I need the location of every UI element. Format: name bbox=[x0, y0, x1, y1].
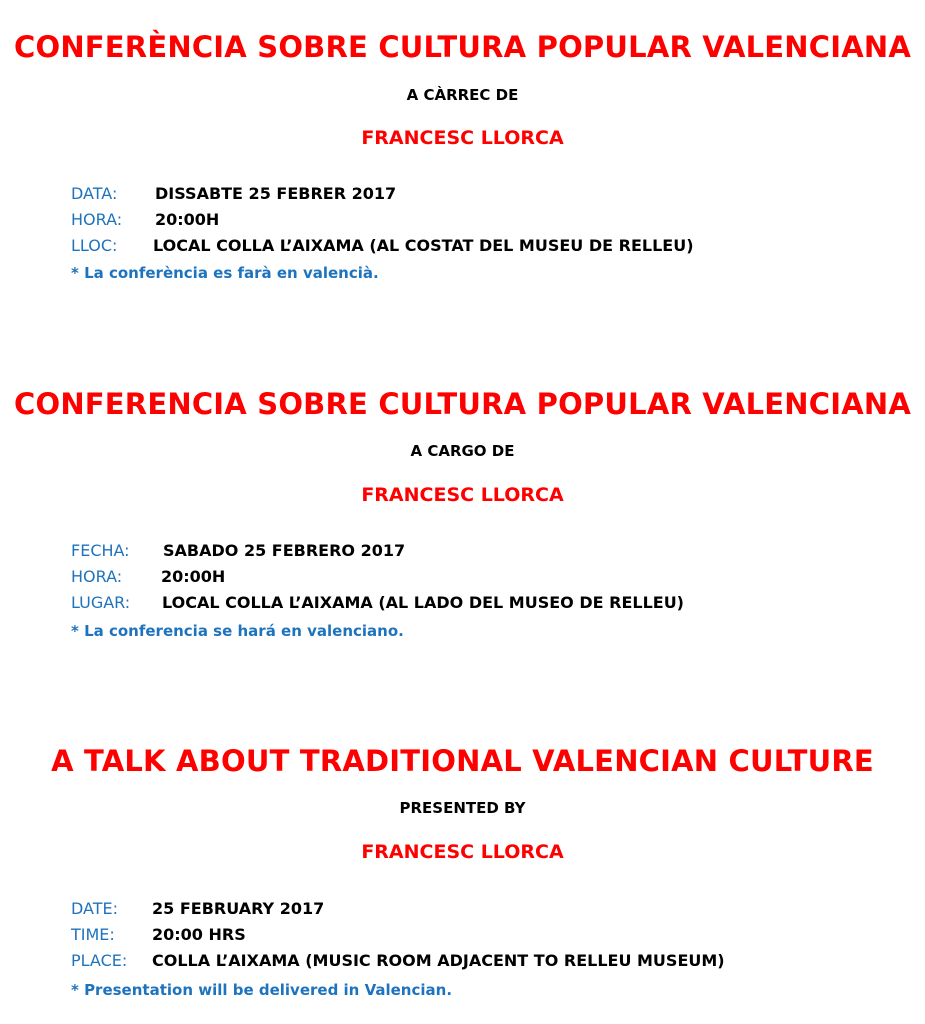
date-row bbox=[71, 541, 405, 561]
date-row bbox=[71, 899, 324, 919]
place-label: LLOC: bbox=[71, 236, 118, 255]
place-label: PLACE: bbox=[71, 951, 128, 970]
date-label: DATE: bbox=[71, 899, 119, 918]
date-label: DATA: bbox=[71, 184, 118, 203]
place-value: LOCAL COLLA L’AIXAMA (AL COSTAT DEL MUSEU DE RELLEU) bbox=[153, 236, 694, 255]
time-value: 20:00H bbox=[161, 567, 226, 586]
time-row bbox=[71, 925, 246, 945]
time-row bbox=[71, 567, 225, 587]
time-label: HORA: bbox=[71, 567, 123, 586]
time-value: 20:00 HRS bbox=[152, 925, 246, 944]
date-value: 25 FEBRUARY 2017 bbox=[152, 899, 325, 918]
speaker-name: FRANCESC LLORCA bbox=[361, 484, 564, 506]
section-title: CONFERENCIA SOBRE CULTURA POPULAR VALENCIANA bbox=[13, 387, 911, 421]
time-label: TIME: bbox=[71, 925, 115, 944]
date-row bbox=[71, 184, 396, 204]
section-title: A TALK ABOUT TRADITIONAL VALENCIAN CULTURE bbox=[51, 744, 874, 778]
section-title: CONFERÈNCIA SOBRE CULTURA POPULAR VALENCIANA bbox=[13, 30, 911, 64]
time-value: 20:00H bbox=[155, 210, 220, 229]
place-row bbox=[71, 236, 694, 256]
time-label: HORA: bbox=[71, 210, 123, 229]
speaker-name: FRANCESC LLORCA bbox=[361, 127, 564, 149]
place-row bbox=[71, 593, 684, 613]
speaker-name: FRANCESC LLORCA bbox=[361, 841, 564, 863]
place-value: LOCAL COLLA L’AIXAMA (AL LADO DEL MUSEO DE RELLEU) bbox=[162, 593, 684, 612]
place-row bbox=[71, 951, 725, 971]
date-label: FECHA: bbox=[71, 541, 130, 560]
place-label: LUGAR: bbox=[71, 593, 131, 612]
byline: PRESENTED BY bbox=[399, 799, 526, 817]
byline: A CÀRREC DE bbox=[406, 86, 519, 104]
date-value: DISSABTE 25 FEBRER 2017 bbox=[155, 184, 397, 203]
language-note: * La conferència es farà en valencià. bbox=[71, 264, 379, 282]
date-value: SABADO 25 FEBRERO 2017 bbox=[163, 541, 406, 560]
time-row bbox=[71, 210, 219, 230]
place-value: COLLA L’AIXAMA (MUSIC ROOM ADJACENT TO RELLEU MUSEUM) bbox=[152, 951, 725, 970]
byline: A CARGO DE bbox=[410, 442, 515, 460]
language-note: * Presentation will be delivered in Valencian. bbox=[71, 981, 453, 999]
language-note: * La conferencia se hará en valenciano. bbox=[71, 622, 404, 640]
